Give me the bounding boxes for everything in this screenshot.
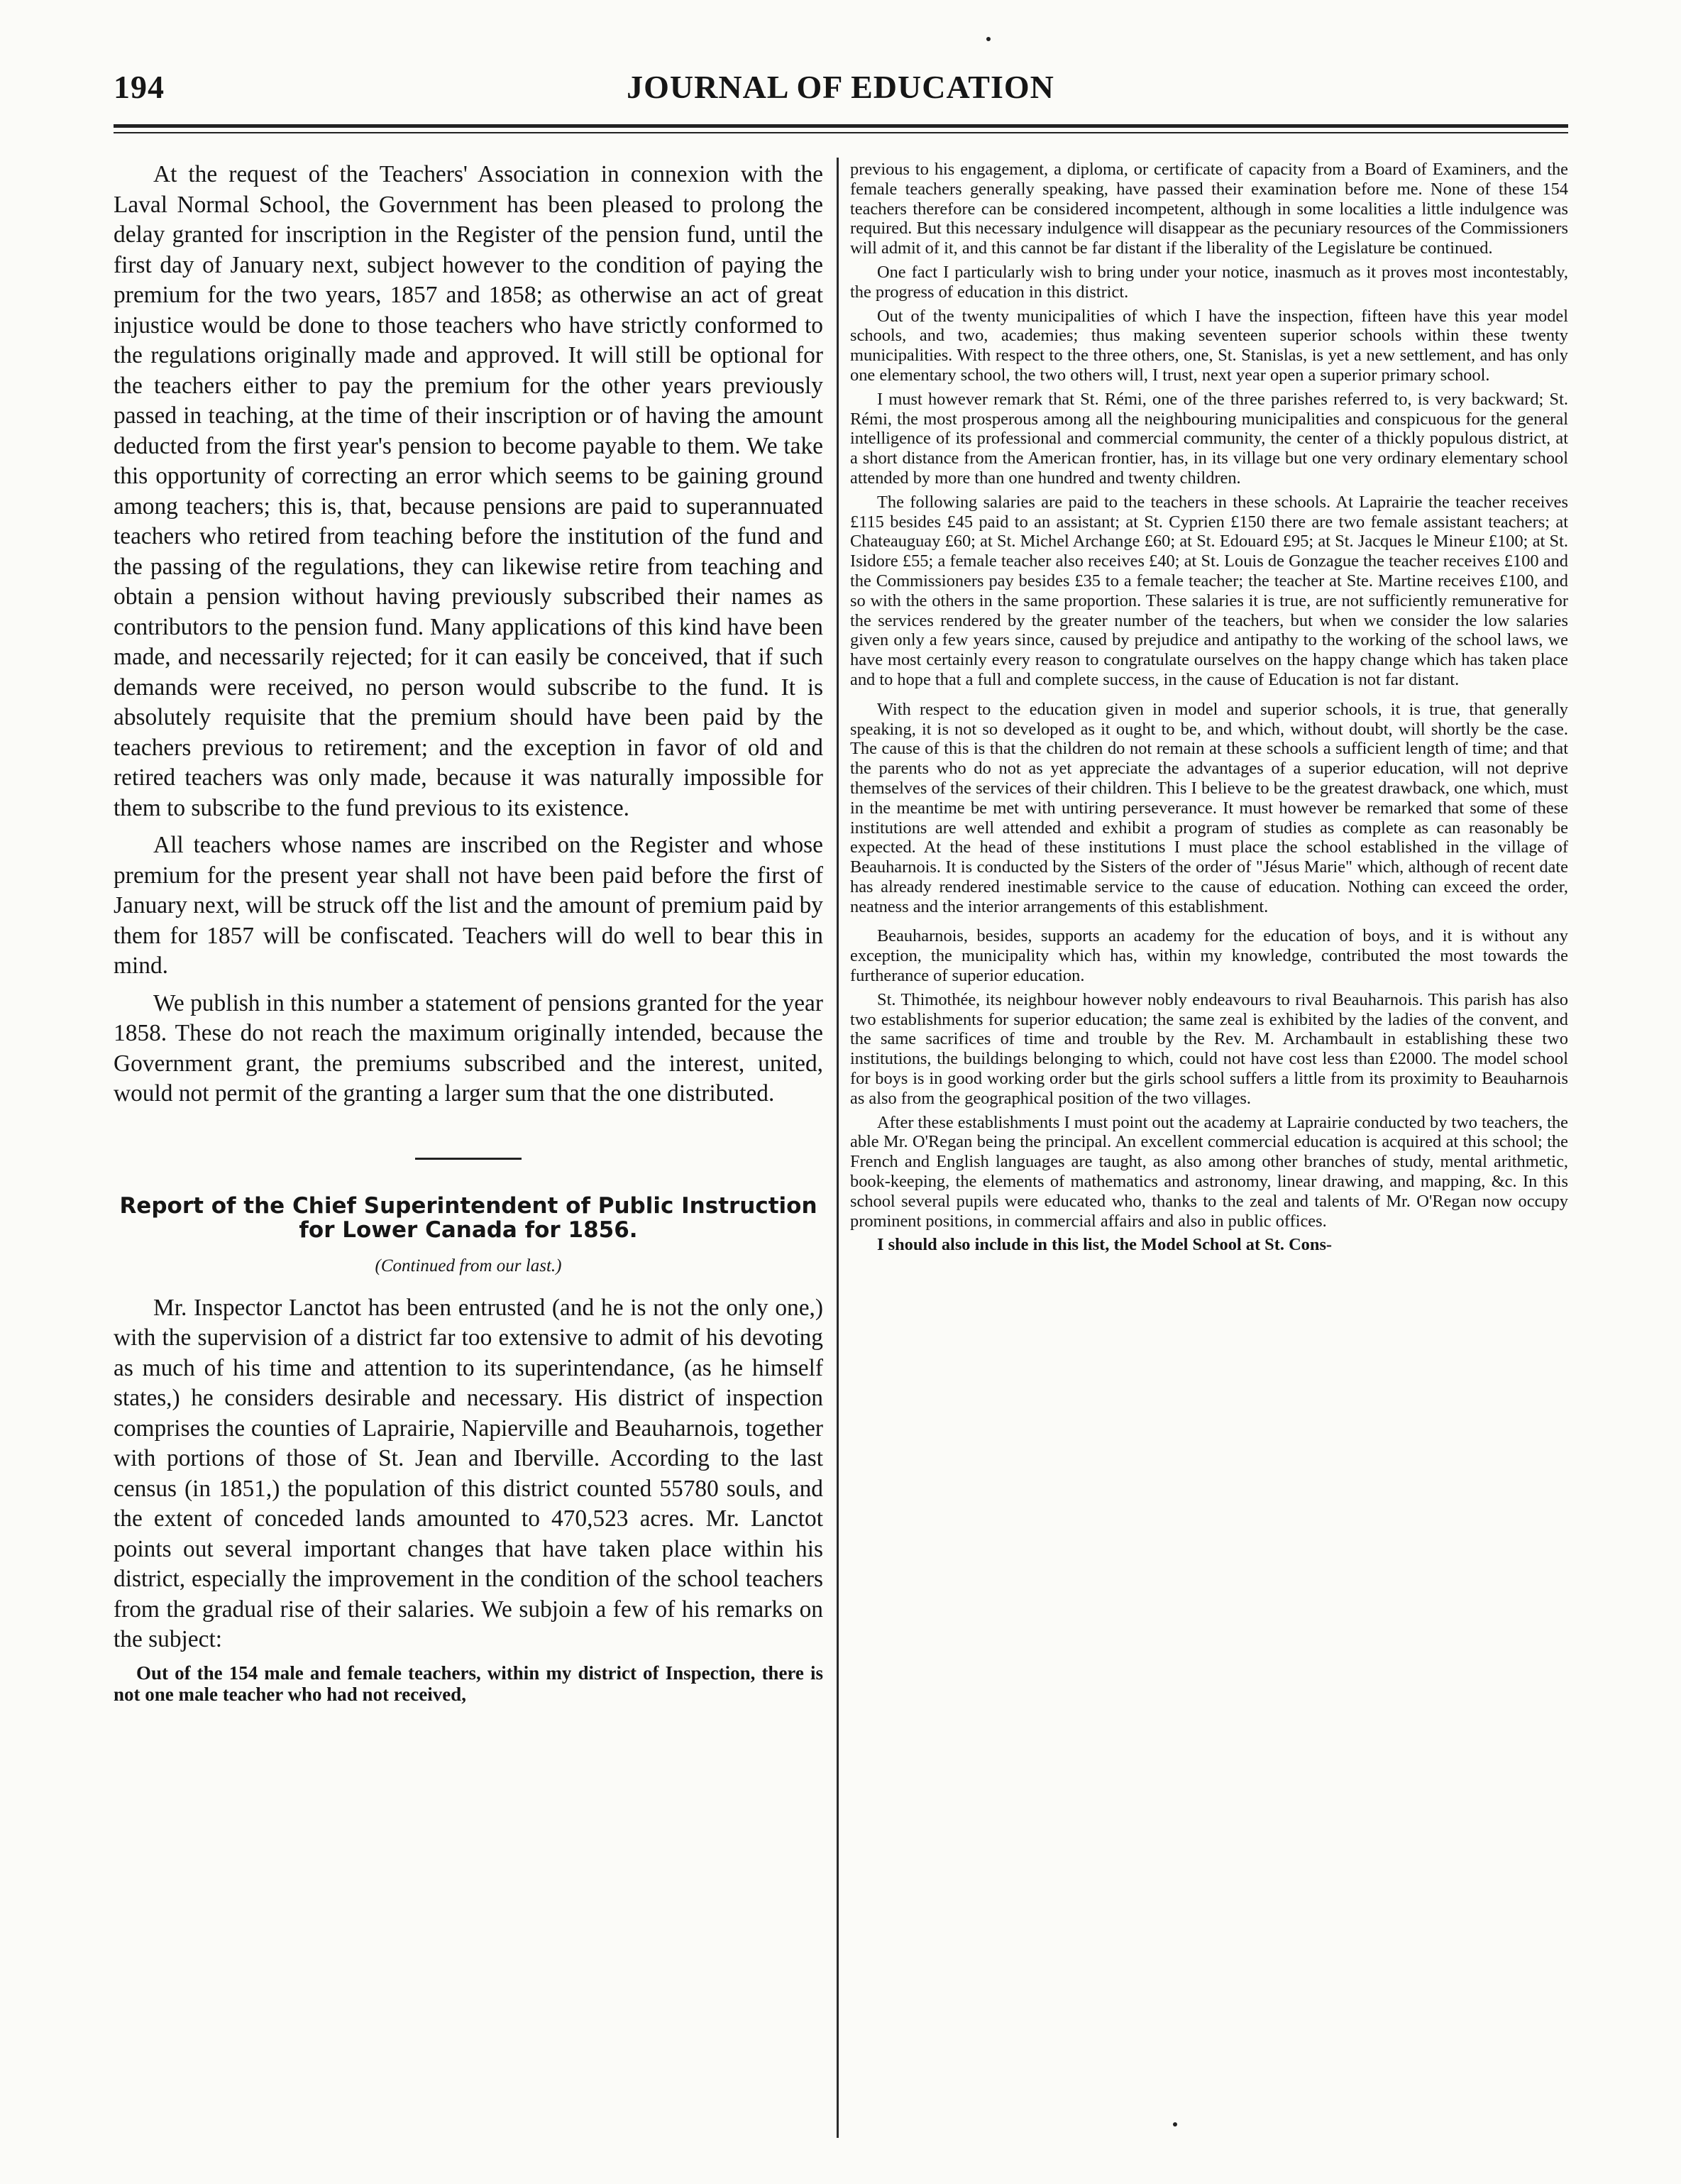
column-divider: [837, 158, 839, 2138]
page-number: 194: [114, 69, 165, 105]
laprairie-academy-paragraph: After these establishments I must point out the academy at Laprairie conducted by two teachers, the able Mr. O'Regan being the principal. An excellent commercial education is acquired at this school; the French and English languages are taught, as also among other branches of study, mental arithmetic, book-keeping, the elements of mathematics and astronomy, linear drawing, and mapping, &c. In this school several pupils were educated who, thanks to the zeal and talents of Mr. O'Regan now occupy prominent positions, in commercial affairs and also in public offices.: [850, 1112, 1568, 1231]
quote-start: Out of the 154 male and female teachers, within my district of Inspection, there is not one male teacher who had not received,: [114, 1662, 823, 1705]
pension-paragraph: At the request of the Teachers' Association in connexion with the Laval Normal School, the Government has been pleased to prolong the delay granted for inscription in the Register of the pension fund, until the first day of January next, subject however to the condition of paying the premium for the two years, 1857 and 1858; as otherwise an act of great injustice would be done to those teachers who have strictly conformed to the regulations originally made and approved. It will still be optional for the teachers either to pay the premium for the other years previously passed in teaching, at the time of their inscription or of having the amount deducted from the first year's pension to become payable to them. We take this opportunity of correcting an error which seems to be gaining ground among teachers; this is, that, because pensions are paid to superannuated teachers who retired from teaching before the institution of the fund and the passing of the regulations, they can likewise retire from teaching and obtain a pension without having previously subscribed their names as contributors to the pension fund. Many applications of this kind have been made, and necessarily rejected; for it can easily be conceived, that if such demands were received, no person would subscribe to the fund. It is absolutely requisite that the premium should have been paid by the teachers previous to retirement; and the exception in favor of old and retired teachers was only made, because it was naturally impossible for them to subscribe to the fund previous to its existence.: [114, 161, 823, 821]
superior-schools-paragraph: With respect to the education given in model and superior schools, it is true, that generally speaking, it is not so developed as it ought to be, and which, without doubt, will shortly be the case. The cause of this is that the children do not remain at these schools a sufficient length of time; and that the parents who do not as yet appreciate the advantages of a superior education, will not deprive themselves of the services of their children. This I believe to be the greatest drawback, one which, must in the meantime be met with untiring perseverance. It must however be remarked that some of these institutions are well attended and exhibit a program of studies as complete as can reasonably be expected. At the head of these institutions I must place the school established in the village of Beauharnois. It is conducted by the Sisters of the order of "Jésus Marie" which, although of recent date has already rendered inestimable service to the cause of education. Nothing can exceed the order, neatness and the interior arrangements of this establishment.: [850, 699, 1568, 916]
header-rule: [114, 124, 1568, 128]
municipalities-paragraph: Out of the twenty municipalities of which I have the inspection, fifteen have this year model schools, and two, academies; thus making seventeen superior schools within these twenty municipalities. With respect to the three others, one, St. Stanislas, is yet a new settlement, and has only one elementary school, the two others will, I trust, next year open a superior primary school.: [850, 306, 1568, 385]
ink-speck: [986, 37, 991, 41]
register-paragraph: All teachers whose names are inscribed on the Register and whose premium for the present year shall not have been paid before the first of January next, will be struck off the list and the amount of premium paid by them for 1857 will be confiscated. Teachers will do well to bear this in mind.: [114, 832, 823, 979]
continued-note: (Continued from our last.): [375, 1256, 562, 1275]
report-title: Report of the Chief Superintendent of Public Instruction for Lower Canada for 1856.: [119, 1192, 817, 1243]
st-remi-paragraph: I must however remark that St. Rémi, one of the three parishes referred to, is very backward; St. Rémi, the most prosperous among all the neighbouring municipalities and conspicuous for the general intelligence of its professional and commercial community, the center of a thickly populous district, at a short distance from the American frontier, has, in its village but one very ordinary elementary school attended by more than one hundred and twenty children.: [850, 389, 1568, 488]
running-title: JOURNAL OF EDUCATION: [627, 69, 1054, 105]
diploma-paragraph: previous to his engagement, a diploma, or certificate of capacity from a Board of Examiners, and the female teachers generally speaking, have passed their examination before me. None of these 154 teachers therefore can be considered incompetent, although in some localities a little indulgence was required. But this necessary indulgence will disappear as the pecuniary resources of the Commissioners will admit of it, and this cannot be far distant if the liberality of the Legislature be continued.: [850, 160, 1568, 258]
progress-paragraph: One fact I particularly wish to bring under your notice, inasmuch as it proves most incontestably, the progress of education in this district.: [850, 262, 1568, 302]
statement-paragraph: We publish in this number a statement of pensions granted for the year 1858. These do not reach the maximum originally intended, because the Government grant, the premiums subscribed and the interest, united, would not permit of the granting a larger sum that the one distributed.: [114, 989, 823, 1107]
salaries-paragraph: The following salaries are paid to the teachers in these schools. At Laprairie the teacher receives £115 besides £45 paid to an assistant; at St. Cyprien £150 there are two female assistant teachers; at Chateauguay £60; at St. Michel Archange £60; at St. Edouard £95; at St. Jacques le Mineur £100; at St. Isidore £55; a female teacher also receives £40; at St. Louis de Gonzague the teacher receives £100 and the Commissioners pay besides £35 to a female teacher; the teacher at Ste. Martine receives £100, and so with the others in the same proportion. These salaries it is true, are not sufficiently remunerative for the services rendered by the greater number of the teachers, but when we consider the low salaries given only a few years since, caused by prejudice and antipathy to the working of the school laws, we have most certainly every reason to congratulate ourselves on the happy change which has taken place and to hope that a full and complete success, in the cause of Education is not far distant.: [850, 492, 1568, 689]
right-column: [850, 160, 1568, 2126]
header-rule-thin: [114, 132, 1568, 133]
st-thimothee-paragraph: St. Thimothée, its neighbour however nobly endeavours to rival Beauharnois. This parish has also two establishments for superior education; the same zeal is exhibited by the ladies of the convent, and the same sacrifices of time and trouble by the Rev. M. Archambault in establishing these two institutions, the buildings belonging to which, could not have cost less than £2000. The model school for boys is in good working order but the girls school suffers a little from its proximity to Beauharnois as also from the geographical position of the two villages.: [850, 989, 1568, 1108]
model-school-paragraph: I should also include in this list, the Model School at St. Cons-: [877, 1235, 1333, 1255]
report-paragraph: Mr. Inspector Lanctot has been entrusted (and he is not the only one,) with the supervision of a district far too extensive to admit of his devoting as much of his time and attention to its superintendance, (as he himself states,) he considers desirable and necessary. His district of inspection comprises the counties of Laprairie, Napierville and Beauharnois, together with portions of those of St. Jean and Iberville. According to the last census (in 1851,) the population of this district counted 55780 souls, and the extent of conceded lands amounted to 470,523 acres. Mr. Lanctot points out several important changes that have taken place within his district, especially the improvement in the condition of the school teachers from the gradual rise of their salaries. We subjoin a few of his remarks on the subject:: [114, 1294, 823, 1652]
beauharnois-paragraph: Beauharnois, besides, supports an academy for the education of boys, and it is without any exception, the municipality which has, within my knowledge, contributed the most towards the furtherance of superior education.: [850, 926, 1568, 986]
left-column: [114, 160, 823, 2115]
section-divider: [415, 1158, 522, 1160]
